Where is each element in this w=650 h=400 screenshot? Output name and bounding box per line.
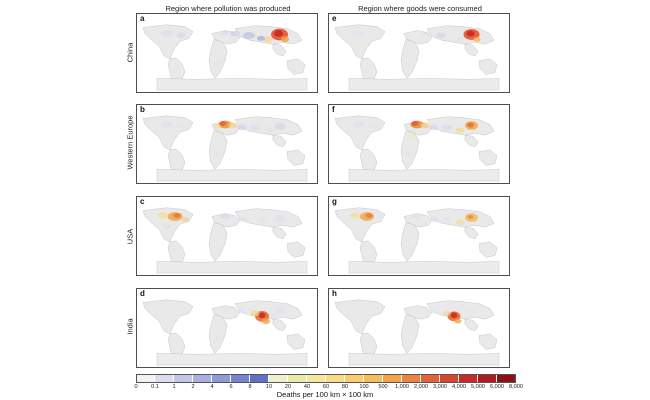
map-svg-b (137, 105, 317, 183)
panel-letter-h: h (332, 289, 337, 298)
map-panel-g (328, 196, 510, 276)
map-panel-a (136, 13, 318, 93)
colorbar-tick: 6 (229, 384, 233, 390)
colorbar-tick: 1 (172, 384, 176, 390)
colorbar-tick: 100 (359, 384, 369, 390)
colorbar-tick: 5,000 (471, 384, 485, 390)
map-panel-c (136, 196, 318, 276)
colorbar-caption: Deaths per 100 km × 100 km (276, 390, 374, 399)
colorbar-tick: 4 (210, 384, 214, 390)
column-header-produced: Region where pollution was produced (165, 4, 291, 13)
row-label-china: China (125, 42, 135, 63)
panel-letter-b: b (140, 105, 145, 114)
panel-letter-e: e (332, 14, 337, 23)
map-svg-a (137, 14, 317, 92)
map-panel-h (328, 288, 510, 368)
colorbar-tick: 2,000 (414, 384, 428, 390)
colorbar-tick: 6,000 (490, 384, 504, 390)
map-panel-e (328, 13, 510, 93)
colorbar-tick: 20 (284, 384, 292, 390)
colorbar-tick: 2 (191, 384, 195, 390)
map-svg-d (137, 289, 317, 367)
map-svg-c (137, 197, 317, 275)
colorbar-tick: 4,000 (452, 384, 466, 390)
panel-letter-d: d (140, 289, 145, 298)
world-map-b (137, 105, 317, 183)
world-map-h (329, 289, 509, 367)
row-label-india: India (125, 318, 135, 335)
world-map-d (137, 289, 317, 367)
colorbar-tick: 10 (265, 384, 273, 390)
colorbar-tick: 8,000 (509, 384, 523, 390)
map-panel-d (136, 288, 318, 368)
colorbar-tick: 1,000 (395, 384, 409, 390)
column-header-consumed: Region where goods were consumed (358, 4, 482, 13)
world-map-c (137, 197, 317, 275)
map-svg-g (329, 197, 509, 275)
colorbar-tick: 8 (248, 384, 252, 390)
colorbar-tick: 60 (322, 384, 330, 390)
panel-letter-c: c (140, 197, 145, 206)
colorbar-tick: 40 (303, 384, 311, 390)
map-panel-b (136, 104, 318, 184)
map-svg-h (329, 289, 509, 367)
map-svg-e (329, 14, 509, 92)
world-map-a (137, 14, 317, 92)
colorbar-frame (136, 374, 516, 383)
colorbar (136, 374, 516, 383)
panel-letter-f: f (332, 105, 335, 114)
colorbar-tick: 0.1 (151, 384, 159, 390)
colorbar-tick: 500 (378, 384, 388, 390)
colorbar-tick: 0 (134, 384, 138, 390)
world-map-g (329, 197, 509, 275)
panel-letter-g: g (332, 197, 337, 206)
colorbar-tick: 3,000 (433, 384, 447, 390)
row-label-western-europe: Western Europe (125, 115, 135, 170)
map-panel-f (328, 104, 510, 184)
row-label-usa: USA (125, 228, 135, 245)
world-map-e (329, 14, 509, 92)
map-svg-f (329, 105, 509, 183)
panel-letter-a: a (140, 14, 145, 23)
colorbar-tick: 80 (341, 384, 349, 390)
world-map-f (329, 105, 509, 183)
